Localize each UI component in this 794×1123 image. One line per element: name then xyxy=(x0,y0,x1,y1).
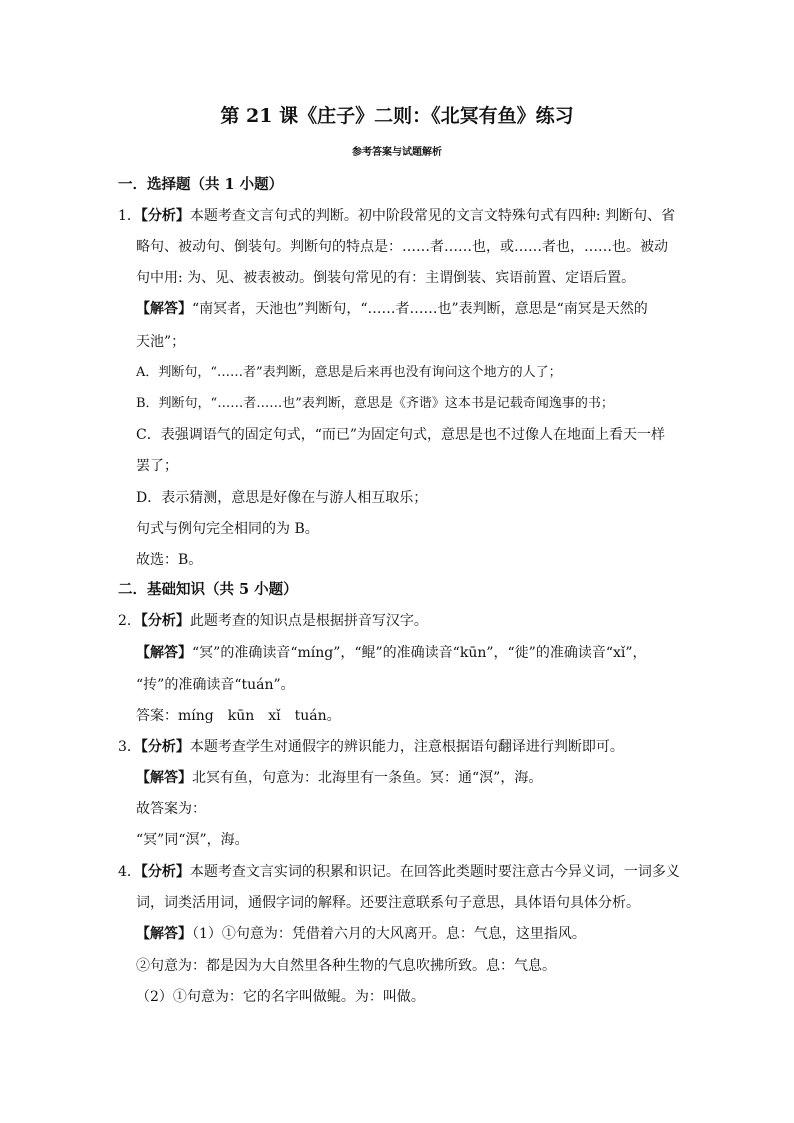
question-4-answer-line-2: ②句意为：都是因为大自然里各种生物的气息吹拂所致。息：气息。 xyxy=(136,958,556,974)
analysis-tag: 【分析】 xyxy=(140,864,190,880)
question-1-choice: 故选：B。 xyxy=(136,552,203,568)
question-1-answer-line-2: 天池”； xyxy=(136,334,186,350)
question-1-option-c: C．表强调语气的固定句式，“而已”为固定句式，意思是也不过像人在地面上看天一样 xyxy=(136,427,666,443)
answer-text: 北冥有鱼，句意为：北海里有一条鱼。冥：通“溟”，海。 xyxy=(192,770,543,786)
question-1-option-c-line-2: 罢了； xyxy=(136,458,178,474)
page-title: 第 21 课《庄子》二则：《北冥有鱼》练习 xyxy=(220,105,574,127)
section-heading-basics: 二．基础知识（共 5 小题） xyxy=(118,581,298,598)
answer-text: “冥”的准确读音“míng”，“鲲”的准确读音“kūn”，“徙”的准确读音“xǐ”， xyxy=(192,645,647,661)
question-number: 4． xyxy=(118,864,141,880)
analysis-tag: 【分析】 xyxy=(140,613,190,629)
question-1-analysis-line-3: 句中用: 为、见、被表被动。倒装句常见的有：主谓倒装、宾语前置、定语后置。 xyxy=(136,270,636,286)
analysis-text: 本题考查文言实词的积累和识记。在回答此类题时要注意古今异义词，一词多义 xyxy=(189,864,680,880)
analysis-tag: 【分析】 xyxy=(140,208,190,224)
question-4-answer xyxy=(136,922,586,946)
question-3-analysis xyxy=(118,735,624,759)
question-number: 3． xyxy=(118,739,141,755)
question-1-option-a: A．判断句，“……者”表判断，意思是后来再也没有询问这个地方的人了； xyxy=(136,365,562,380)
question-4-analysis xyxy=(118,860,680,884)
analysis-text: 本题考查文言句式的判断。初中阶段常见的文言文特殊句式有四种: 判断句、省 xyxy=(189,208,676,224)
question-4-analysis-line-2: 词，词类活用词，通假字词的解释。还要注意联系句子意思，具体语句具体分析。 xyxy=(136,895,640,911)
answer-tag: 【解答】 xyxy=(136,301,192,317)
question-1-option-d: D．表示猜测，意思是好像在与游人相互取乐； xyxy=(136,490,428,506)
analysis-tag: 【分析】 xyxy=(140,739,190,755)
analysis-text: 此题考查的知识点是根据拼音写汉字。 xyxy=(189,613,428,629)
answer-tag: 【解答】 xyxy=(136,645,192,661)
question-number: 1． xyxy=(118,208,141,224)
question-1-conclusion: 句式与例句完全相同的为 B。 xyxy=(136,521,319,537)
question-2-analysis xyxy=(118,609,428,633)
question-2-answer xyxy=(136,641,647,665)
analysis-text: 本题考查学生对通假字的辨识能力，注意根据语句翻译进行判断即可。 xyxy=(189,739,624,755)
question-4-answer-line-3: （2）①句意为：它的名字叫做鲲。为：叫做。 xyxy=(136,989,425,1005)
question-2-final-answer: 答案：míng kūn xǐ tuán。 xyxy=(136,708,341,724)
question-1-analysis-line-2: 略句、被动句、倒装句。判断句的特点是：……者……也，或……者也，……也。被动 xyxy=(136,239,668,255)
page-subtitle: 参考答案与试题解析 xyxy=(352,147,442,158)
question-3-final-label: 故答案为： xyxy=(136,801,206,817)
answer-tag: 【解答】 xyxy=(136,926,192,942)
answer-text: （1）①句意为：凭借着六月的大风离开。息：气息，这里指风。 xyxy=(192,926,586,942)
question-1-option-b: B．判断句，“……者……也”表判断，意思是《齐谐》这本书是记载奇闻逸事的书； xyxy=(136,396,614,411)
question-1-analysis xyxy=(118,204,675,228)
answer-text: “南冥者，天池也”判断句，“……者……也”表判断，意思是“南冥是天然的 xyxy=(192,301,648,317)
question-2-answer-line-2: “抟”的准确读音“tuán”。 xyxy=(136,677,295,693)
question-1-answer xyxy=(136,297,648,321)
section-heading-choice: 一．选择题（共 1 小题） xyxy=(118,176,284,193)
question-3-answer xyxy=(136,766,542,790)
question-number: 2． xyxy=(118,613,141,629)
answer-tag: 【解答】 xyxy=(136,770,192,786)
question-3-final-answer: “冥”同“溟”，海。 xyxy=(136,832,249,848)
